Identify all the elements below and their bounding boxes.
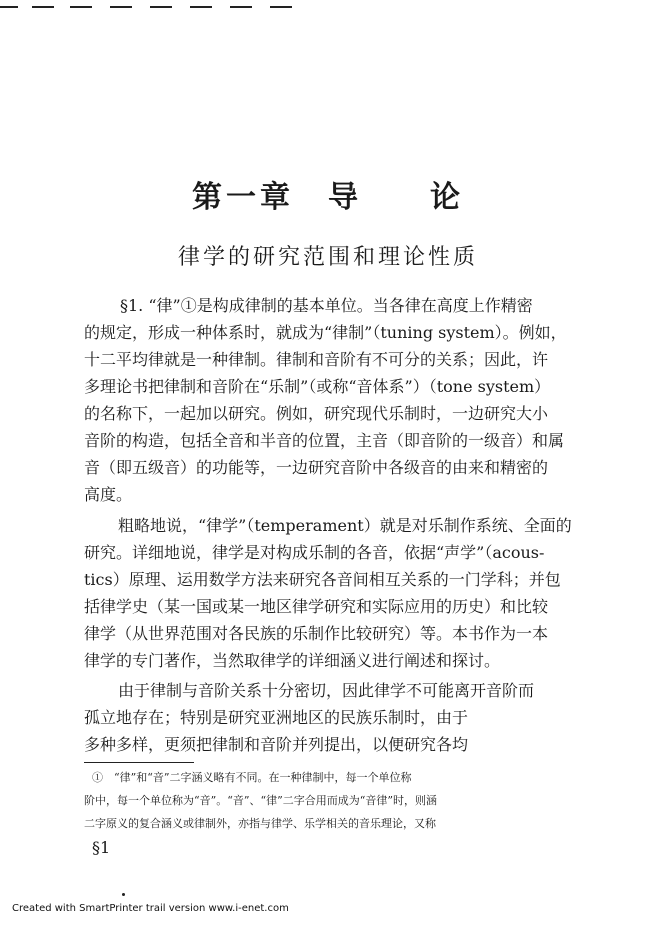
scan-speck — [122, 893, 125, 896]
body-line: 多种多样，更须把律制和音阶并列提出，以便研究各均 — [84, 735, 469, 754]
body-line: 括律学史（某一国或某一地区律学研究和实际应用的历史）和比较 — [84, 597, 549, 616]
body-line: 的规定，形成一种体系时，就成为“律制”（tuning system）。例如， — [84, 323, 567, 342]
body-line: 律学（从世界范围对各民族的乐制作比较研究）等。本书作为一本 — [84, 624, 549, 643]
body-line: 的名称下，一起加以研究。例如，研究现代乐制时，一边研究大小 — [84, 404, 549, 423]
body-line: 高度。 — [84, 485, 133, 504]
body-line: 十二平均律就是一种律制。律制和音阶有不可分的关系；因此，许 — [84, 350, 549, 369]
watermark-text: Created with SmartPrinter trail version www.i-enet.com — [12, 903, 289, 914]
section-page-mark: §1 — [92, 838, 111, 857]
footnote-line: ① “律”和“音”二字涵义略有不同。在一种律制中，每一个单位称 — [92, 771, 412, 784]
section-title: 律学的研究范围和理论性质 — [177, 245, 478, 270]
body-line: 由于律制与音阶关系十分密切，因此律学不可能离开音阶而 — [118, 681, 535, 700]
body-line: §1. “律”①是构成律制的基本单位。当各律在高度上作精密 — [120, 296, 533, 315]
body-line: 律学的专门著作，当然取律学的详细涵义进行阐述和探讨。 — [84, 651, 501, 670]
body-line: 多理论书把律制和音阶在“乐制”（或称“音体系”）（tone system） — [84, 377, 551, 396]
footnote-line: 阶中，每一个单位称为“音”。“音”、“律”二字合用而成为“音律”时，则涵 — [84, 794, 437, 807]
top-dash-rule — [0, 6, 656, 10]
body-line: tics）原理、运用数学方法来研究各音间相互关系的一门学科；并包 — [84, 570, 561, 589]
footnote-rule — [84, 762, 194, 763]
body-line: 孤立地存在；特别是研究亚洲地区的民族乐制时，由于 — [84, 708, 469, 727]
chapter-title: 第一章 导 论 — [192, 180, 464, 215]
footnote-line: 二字原义的复合涵义或律制外，亦指与律学、乐学相关的音乐理论，又称 — [84, 817, 436, 830]
body-line: 音阶的构造，包括全音和半音的位置，主音（即音阶的一级音）和属 — [84, 431, 565, 450]
body-line: 粗略地说，“律学”（temperament）就是对乐制作系统、全面的 — [118, 516, 572, 535]
body-line: 音（即五级音）的功能等，一边研究音阶中各级音的由来和精密的 — [84, 458, 549, 477]
body-line: 研究。详细地说，律学是对构成乐制的各音，依据“声学”（acous- — [84, 543, 545, 562]
